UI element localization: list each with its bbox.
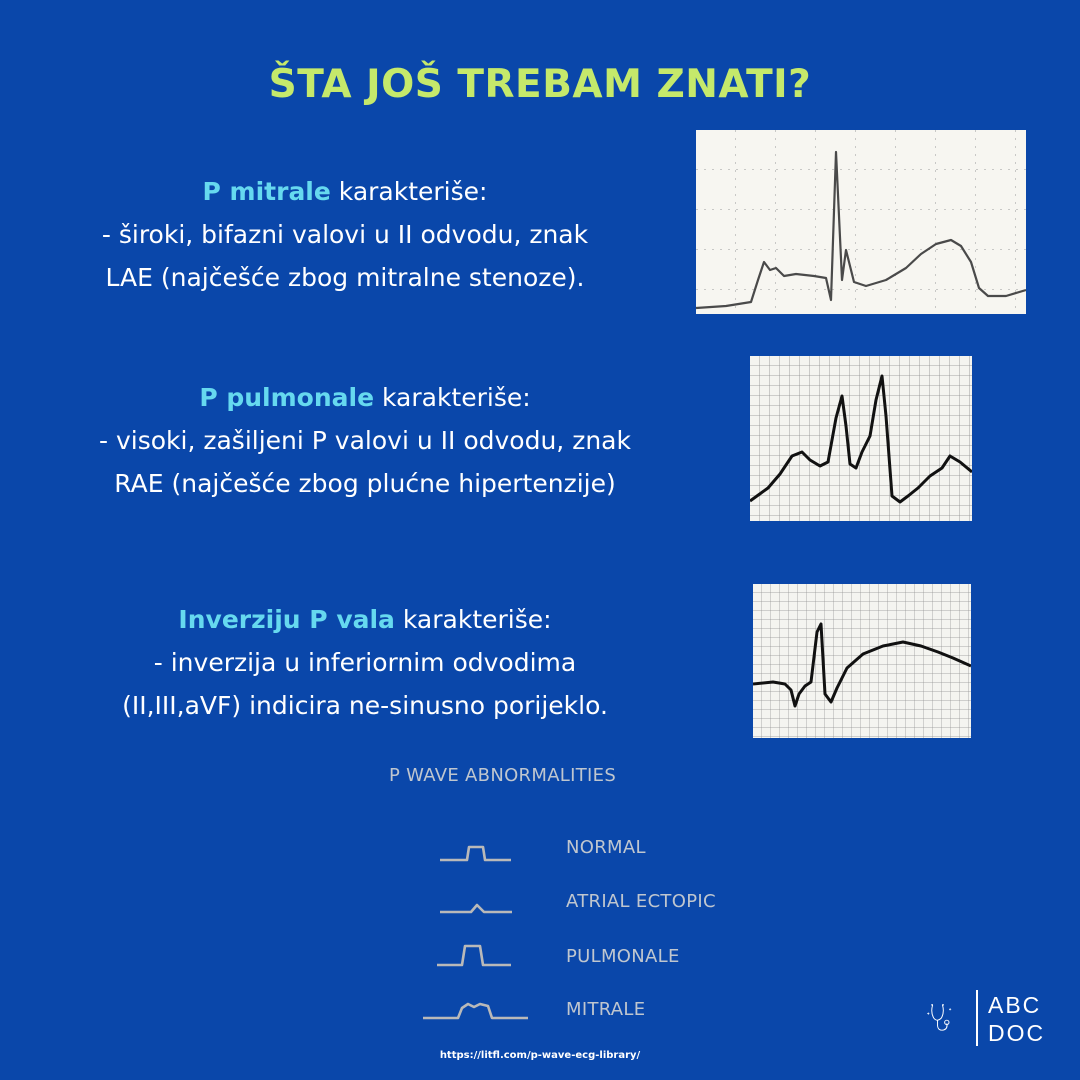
- logo-text-doc: DOC: [988, 1020, 1046, 1046]
- p-mitrale-suffix: karakteriše:: [330, 177, 488, 206]
- p-mitrale-description: [40, 170, 650, 299]
- p-mitrale-ecg-image: [696, 130, 1026, 314]
- legend-title: P WAVE ABNORMALITIES: [389, 765, 617, 786]
- p-mitrale-line1: - široki, bifazni valovi u II odvodu, znak: [101, 220, 589, 249]
- pulmonale-p-wave-icon: [434, 938, 516, 970]
- mitrale-p-wave-icon: [420, 998, 532, 1024]
- p-inversion-line1: - inverzija u inferiornim odvodima: [153, 648, 577, 677]
- legend-label-normal: NORMAL: [566, 837, 646, 858]
- legend-label-pulmonale: PULMONALE: [566, 946, 680, 967]
- legend-label-mitrale: MITRALE: [566, 999, 646, 1020]
- p-mitrale-line2: LAE (najčešće zbog mitralne stenoze).: [105, 263, 585, 292]
- p-mitrale-term: P mitrale: [202, 177, 331, 206]
- logo-text-abc: ABC: [988, 992, 1042, 1018]
- source-url: https://litfl.com/p-wave-ecg-library/: [439, 1050, 641, 1061]
- p-inversion-term: Inverziju P vala: [178, 605, 395, 634]
- p-pulmonale-line2: RAE (najčešće zbog plućne hipertenzije): [114, 469, 616, 498]
- p-pulmonale-line1: - visoki, zašiljeni P valovi u II odvodu, znak: [99, 426, 631, 455]
- p-pulmonale-term: P pulmonale: [199, 383, 375, 412]
- page-title: ŠTA JOŠ TREBAM ZNATI?: [268, 62, 812, 107]
- p-inversion-ecg-image: [753, 584, 971, 738]
- legend-label-atrial-ectopic: ATRIAL ECTOPIC: [566, 891, 716, 912]
- p-pulmonale-description: [55, 376, 675, 505]
- p-inversion-suffix: karakteriše:: [394, 605, 552, 634]
- p-pulmonale-suffix: karakteriše:: [374, 383, 531, 412]
- p-pulmonale-ecg-image: [750, 356, 972, 521]
- normal-p-wave-icon: [437, 838, 517, 866]
- logo-divider: [976, 990, 978, 1046]
- p-inversion-description: [55, 598, 675, 727]
- p-inversion-line2: (II,III,aVF) indicira ne-sinusno porijeklo.: [122, 691, 608, 720]
- atrial-ectopic-p-wave-icon: [437, 896, 517, 920]
